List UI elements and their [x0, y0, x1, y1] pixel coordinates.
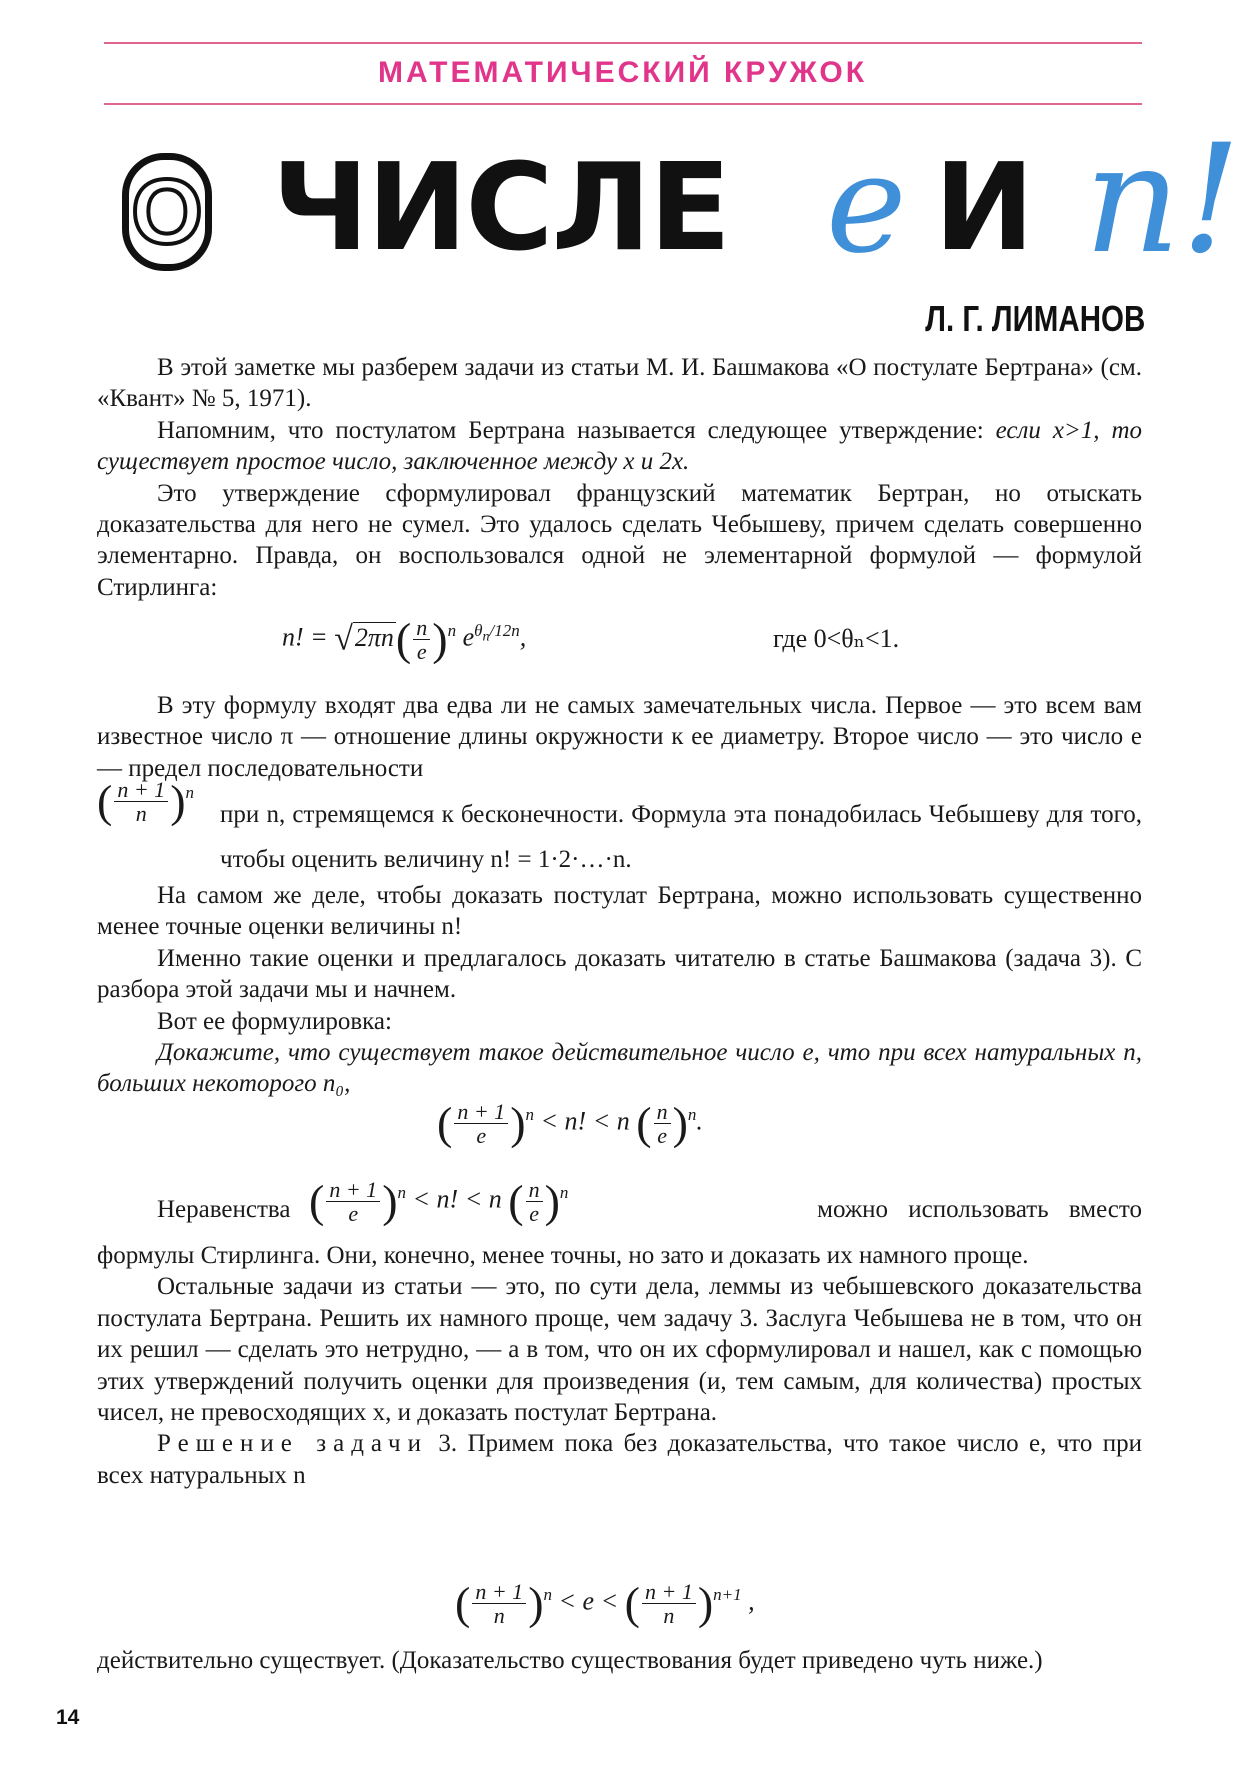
- paragraph-5: На самом же деле, чтобы доказать постулат Бертрана, можно использовать существенно менее точные оценки величины n!: [97, 882, 1142, 941]
- paragraph-7: Вот ее формулировка:: [157, 1007, 392, 1035]
- paragraph-2: Напомним, что постулатом Бертрана называется следующее утверждение: если x>1, то существует простое число, заключенное между x и 2x.: [97, 416, 1142, 476]
- stirling-formula: n! = √2πn( $\frac{n}{e}$ )$^n$ $e^{\theta_n/12n}$,: [282, 613, 527, 665]
- bottom-rule: [104, 103, 1142, 105]
- paragraph-8: Докажите, что существует такое действительное число e, что при всех натуральных n, больших некоторого n₀,: [97, 1039, 1142, 1098]
- paragraph-3: Это утверждение сформулировал французский математик Бертран, но отыскать доказательства для него не сумел. Это удалось сделать Чебышеву, причем сделать совершенно элементарно. Правда, он воспользовался одной не элементарной формулой — формулой Стирлинга:: [97, 479, 1142, 601]
- top-rule: [104, 42, 1142, 44]
- estimates-block: [97, 880, 1142, 1100]
- paragraph-11: Решение задачи 3. Примем пока без доказательства, что такое число e, что при всех натуральных n: [97, 1430, 1142, 1489]
- title-word: ЧИСЛЕ: [272, 139, 730, 278]
- paragraph-12: действительно существует. (Доказательство существования будет приведено чуть ниже.): [97, 1647, 1043, 1674]
- title-letter-o: О: [122, 153, 212, 271]
- numbers-block-tail: [220, 792, 1142, 882]
- title-n-factorial: n!: [1084, 113, 1241, 287]
- paragraph-9-tail: можно использовать вместо: [817, 1196, 1142, 1223]
- stirling-condition: где 0<θₙ<1.: [773, 624, 900, 653]
- conclusion-block: [97, 1240, 1142, 1491]
- page-number: 14: [56, 1706, 80, 1729]
- numbers-block: [97, 690, 1142, 784]
- bounds-formula: ( $\frac{n + 1}{e}$ )$^n$ < n! < n ( $\frac{n}{e}$ )$^n$.: [437, 1097, 703, 1149]
- title-e: e: [826, 126, 907, 284]
- inline-bounds: ( $\frac{n + 1}{e}$ )$^n$ < n! < n ( $\frac{n}{e}$ )$^n$: [309, 1175, 569, 1227]
- paragraph-1: В этой заметке мы разберем задачи из статьи М. И. Башмакова «О постулате Бертрана» (см. «Квант» № 5, 1971).: [97, 354, 1142, 413]
- paragraph-9-cont: формулы Стирлинга. Они, конечно, менее точны, но зато и доказать их намного проще.: [97, 1242, 1029, 1269]
- article-title: [122, 113, 1241, 305]
- limit-fraction: ( $\frac{n + 1}{n}$ )$^n$: [97, 775, 195, 827]
- e-bounds-formula: ( $\frac{n + 1}{n}$ )$^n$ < e < ( $\frac{n + 1}{n}$ )$^{n+1}$ ,: [455, 1577, 755, 1629]
- section-title: МАТЕМАТИЧЕСКИЙ КРУЖОК: [377, 56, 868, 89]
- intro-block: [97, 352, 1142, 603]
- author: Л. Г. ЛИМАНОВ: [924, 298, 1145, 339]
- paragraph-6: Именно такие оценки и предлагалось доказать читателю в статье Башмакова (задача 3). С разбора этой задачи мы и начнем.: [97, 944, 1142, 1004]
- paragraph-4-tail: при n, стремящемся к бесконечности. Формула эта понадобилась Чебышеву для того, чтобы оценить величину n! = 1·2·…·n.: [220, 801, 1142, 873]
- final-block: [97, 1645, 1142, 1676]
- title-and: И: [934, 139, 1035, 278]
- paragraph-4: В эту формулу входят два едва ли не самых замечательных числа. Первое — это всем вам известное число π — отношение длины окружности к ее диаметру. Второе число — это число e — предел последовательности: [97, 692, 1142, 782]
- paragraph-10: Остальные задачи из статьи — это, по сути дела, леммы из чебышевского доказательства постулата Бертрана. Решить их намного проще, чем задачу 3. Заслуга Чебышева не в том, что он их решил — сделать это нетрудно, — а в том, что он их сформулировал и нашел, как с помощью этих утверждений получить оценки для произведения (и, тем самым, для количества) простых чисел, не превосходящих x, и доказать постулат Бертрана.: [97, 1273, 1142, 1427]
- paragraph-9-lead: Неравенства: [157, 1196, 291, 1223]
